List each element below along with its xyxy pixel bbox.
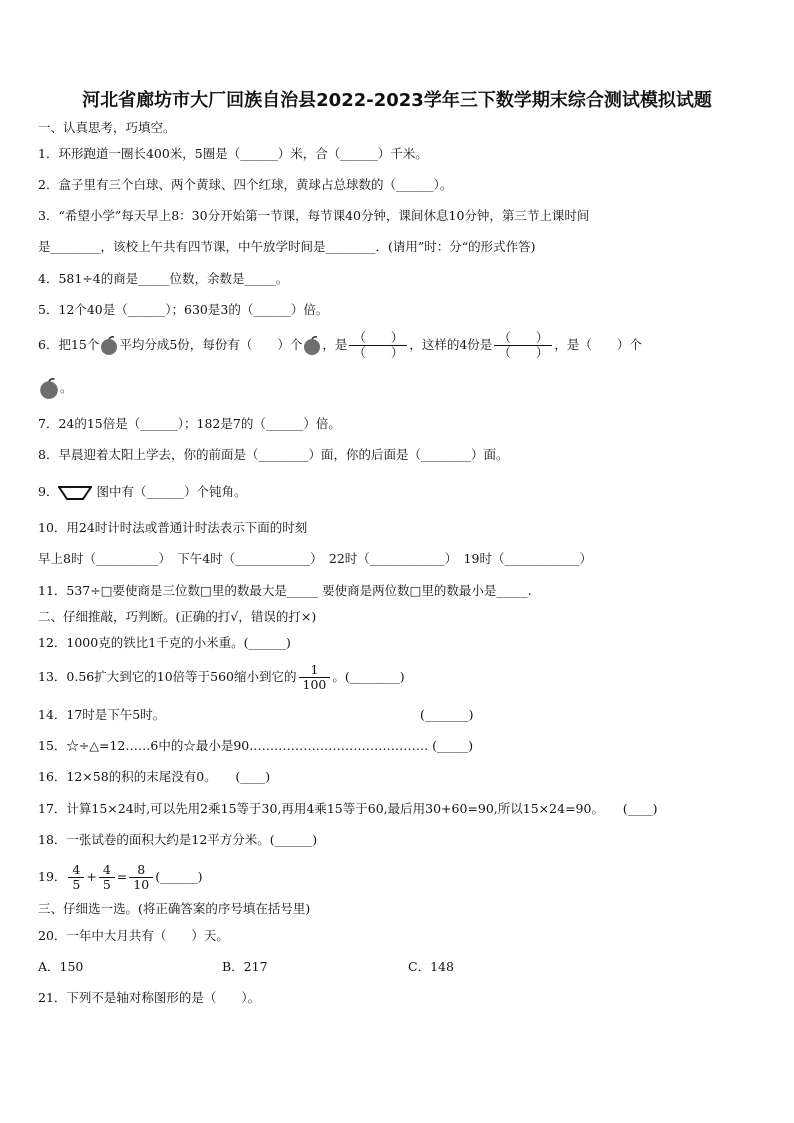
question-21: 21．下列不是轴对称图形的是（ ）。 [38, 990, 261, 1005]
question-9: 9． 图中有（______）个钝角。 [38, 484, 247, 499]
question-18: 18．一张试卷的面积大约是12平方分米。(______) [38, 832, 318, 847]
question-19: 19． $\frac{4}{5}$ + $\frac{4}{5}$ = $\frac{8}{10}$ (______) [38, 862, 203, 892]
question-1: 1．环形跑道一圈长400米，5圈是（______）米，合（______）千米。 [38, 146, 428, 161]
fraction-eight-tenths: $\frac{8}{10}$ [129, 863, 153, 892]
question-14: 14．17时是下午5时。 [38, 707, 166, 722]
trapezoid-shape [58, 486, 92, 500]
section-heading-1: 一、认真思考，巧填空。 [38, 120, 176, 135]
question-14-blank: (_______) [420, 707, 474, 722]
question-6-end: 。 [38, 376, 73, 400]
fraction-one-hundredth: $\frac{1}{100}$ [299, 663, 331, 692]
question-5: 5．12个40是（______）；630是3的（______）倍。 [38, 302, 329, 317]
question-7: 7．24的15倍是（______）；182是7的（______）倍。 [38, 416, 341, 431]
fraction-four-fifths: $\frac{4}{5}$ [68, 863, 84, 892]
question-20-option-c: C．148 [408, 959, 454, 974]
question-10-times: 早上8时（__________） 下午4时（____________） 22时（____________） 19时（____________） [38, 551, 592, 566]
section-heading-3: 三、仔细选一选。(将正确答案的序号填在括号里) [38, 901, 311, 916]
question-11: 11．537÷□要使商是三位数□里的数最大是_____ 要使商是两位数□里的数最小是_____. [38, 583, 532, 598]
question-10: 10．用24时计时法或普通计时法表示下面的时刻 [38, 520, 308, 535]
question-20-option-a: A．150 [38, 959, 84, 974]
apple-icon [302, 336, 322, 356]
question-12: 12．1000克的铁比1千克的小米重。(______) [38, 635, 291, 650]
apple-icon [99, 336, 119, 356]
question-3-line-1: 3．“希望小学”每天早上8：30分开始第一节课，每节课40分钟，课间休息10分钟，第三节上课时间 [38, 208, 590, 223]
fraction-blank: $\frac{( )}{( )}$ [349, 331, 407, 360]
question-13: 13．0.56扩大到它的10倍等于560缩小到它的 $\frac{1}{100}$ 。(________) [38, 662, 405, 692]
question-8: 8．早晨迎着太阳上学去，你的前面是（________）面，你的后面是（________）面。 [38, 447, 509, 462]
fraction-blank: $\frac{( )}{( )}$ [494, 331, 552, 360]
question-3-line-2: 是________，该校上午共有四节课，中午放学时间是________．(请用”时：分“的形式作答) [38, 239, 536, 254]
question-20: 20．一年中大月共有（ ）天。 [38, 928, 229, 943]
question-17: 17．计算15×24时,可以先用2乘15等于30,再用4乘15等于60,最后用30+60=90,所以15×24=90。 (____) [38, 801, 658, 816]
question-15: 15．☆÷△=12……6中的☆最小是90.…………………………………… (_____) [38, 738, 474, 753]
section-heading-2: 二、仔细推敲，巧判断。(正确的打√，错误的打×) [38, 609, 317, 624]
question-4: 4．581÷4的商是_____位数，余数是_____。 [38, 271, 289, 286]
page-title: 河北省廊坊市大厂回族自治县2022-2023学年三下数学期末综合测试模拟试题 [82, 90, 712, 111]
question-20-option-b: B．217 [222, 959, 268, 974]
apple-icon [38, 378, 60, 400]
question-6: 6．把15个 平均分成5份，每份有（ ）个 ，是 $\frac{( )}{( )}$ ，这样的4份是 $\frac{( )}{( )}$ ，是（ ）个 [38, 330, 642, 360]
question-2: 2．盒子里有三个白球、两个黄球、四个红球，黄球占总球数的（______）。 [38, 177, 453, 192]
fraction-four-fifths: $\frac{4}{5}$ [99, 863, 115, 892]
question-16: 16．12×58的积的末尾没有0。 (____) [38, 769, 271, 784]
